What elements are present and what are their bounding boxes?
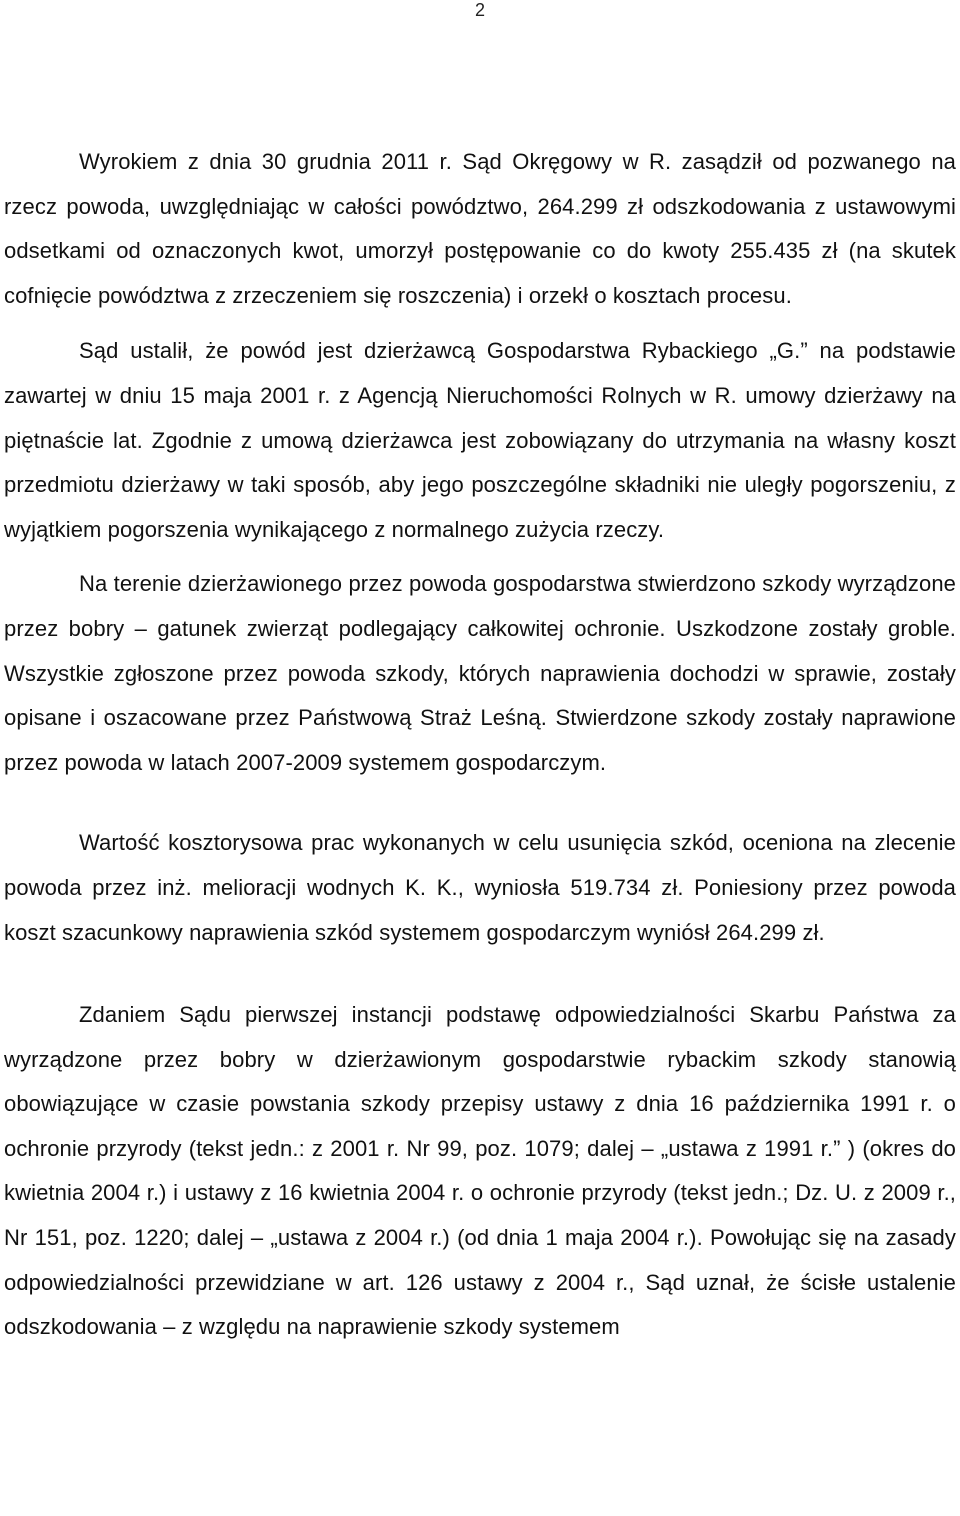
paragraph-costs: Wartość kosztorysowa prac wykonanych w celu usunięcia szkód, oceniona na zlecenie powoda przez inż. melioracji wodnych K. K., wyniosła 519.734 zł. Poniesiony przez powoda koszt szacunkowy naprawienia szkód systemem gospodarczym wyniósł 264.299 zł. bbox=[4, 830, 956, 945]
paragraph-legal-basis: Zdaniem Sądu pierwszej instancji podstawę odpowiedzialności Skarbu Państwa za wyrządzone przez bobry w dzierżawionym gospodarstwie rybackim szkody stanowią obowiązujące w czasie powstania szkody przepisy ustawy z dnia 16 października 1991 r. o ochronie przyrody (tekst jedn.: z 2001 r. Nr 99, poz. 1079; dalej – „ustawa z 1991 r.” ) (okres do kwietnia 2004 r.) i ustawy z 16 kwietnia 2004 r. o ochronie przyrody (tekst jedn.; Dz. U. z 2009 r., Nr 151, poz. 1220; dalej – „ustawa z 2004 r.) (od dnia 1 maja 2004 r.). Powołując się na zasady odpowiedzialności przewidziane w art. 126 ustawy z 2004 r., Sąd uznał, że ścisłe ustalenie odszkodowania – z względu na naprawienie szkody systemem bbox=[4, 1002, 956, 1340]
paragraph-judgment: Wyrokiem z dnia 30 grudnia 2011 r. Sąd Okręgowy w R. zasądził od pozwanego na rzecz powoda, uwzględniając w całości powództwo, 264.299 zł odszkodowania z ustawowymi odsetkami od oznaczonych kwot, umorzył postępowanie co do kwoty 255.435 zł (na skutek cofnięcie powództwa z zrzeczeniem się roszczenia) i orzekł o kosztach procesu. bbox=[4, 149, 956, 308]
document-body bbox=[4, 140, 956, 1350]
paragraph-findings: Sąd ustalił, że powód jest dzierżawcą Gospodarstwa Rybackiego „G.” na podstawie zawartej w dniu 15 maja 2001 r. z Agencją Nieruchomości Rolnych w R. umowy dzierżawy na piętnaście lat. Zgodnie z umową dzierżawca jest zobowiązany do utrzymania na własny koszt przedmiotu dzierżawy w taki sposób, aby jego poszczególne składniki nie uległy pogorszeniu, z wyjątkiem pogorszenia wynikającego z normalnego zużycia rzeczy. bbox=[4, 338, 956, 542]
paragraph-damages: Na terenie dzierżawionego przez powoda gospodarstwa stwierdzono szkody wyrządzone przez bobry – gatunek zwierząt podlegający całkowitej ochronie. Uszkodzone zostały groble. Wszystkie zgłoszone przez powoda szkody, których naprawienia dochodzi w sprawie, zostały opisane i oszacowane przez Państwową Straż Leśną. Stwierdzone szkody zostały naprawione przez powoda w latach 2007-2009 systemem gospodarczym. bbox=[4, 571, 956, 775]
page-number: 2 bbox=[474, 0, 485, 20]
